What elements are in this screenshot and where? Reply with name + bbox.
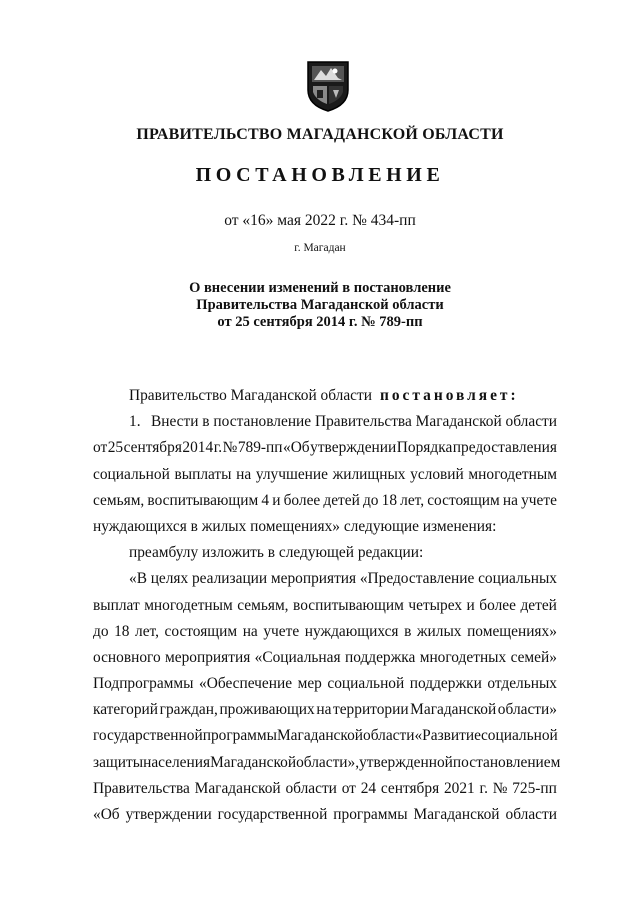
word: Порядка xyxy=(396,439,453,457)
word: поддержки xyxy=(409,675,482,693)
word: мер xyxy=(297,675,322,693)
word: учете xyxy=(521,491,557,509)
quote-line xyxy=(93,593,557,619)
word: государственной xyxy=(93,727,203,745)
word: лет, xyxy=(400,491,425,509)
word: состоящим xyxy=(164,622,238,640)
word: детей xyxy=(520,596,557,614)
word: области xyxy=(505,806,557,823)
word: в xyxy=(404,622,412,640)
word: г. xyxy=(213,439,223,457)
word: 4 xyxy=(261,491,270,509)
word: утверждении xyxy=(125,806,212,823)
word: «Социальная xyxy=(254,648,341,666)
word: Магаданской xyxy=(210,753,297,771)
word: категорий xyxy=(93,701,159,719)
word: нуждающихся xyxy=(304,622,399,640)
word: от xyxy=(341,779,356,797)
word: социальной xyxy=(93,465,170,483)
word: социальной xyxy=(327,675,405,693)
word: семей» xyxy=(510,648,557,666)
word: и xyxy=(466,596,475,614)
word: «Предоставление xyxy=(359,570,475,588)
word: условий xyxy=(410,465,464,483)
word: социальной xyxy=(480,727,558,745)
word: помещениях» xyxy=(467,622,557,640)
word: граждан, xyxy=(159,701,218,719)
word: Подпрограммы xyxy=(93,675,194,693)
word: предоставления xyxy=(452,439,557,457)
word: 789-пп xyxy=(237,439,283,457)
justified-line xyxy=(93,462,557,488)
item-1-text: Внести в постановление Правительства Магаданской области xyxy=(150,413,557,431)
word: семьям, xyxy=(237,596,289,614)
word: реализации xyxy=(191,570,268,588)
word: 725-пп xyxy=(512,779,557,797)
quote-line xyxy=(93,697,557,723)
word: Магаданской xyxy=(194,779,281,797)
subject-line: Правительства Магаданской области xyxy=(196,297,444,313)
word: от xyxy=(93,439,108,457)
word: территории xyxy=(333,701,409,719)
word: до xyxy=(362,491,379,509)
word: утвержденной xyxy=(359,753,453,771)
preamble-quote xyxy=(93,566,561,828)
quote-line xyxy=(93,566,557,592)
word: 24 xyxy=(360,779,377,797)
word: на xyxy=(502,491,518,509)
document-type: ПОСТАНОВЛЕНИЕ xyxy=(195,164,445,186)
word: семьям, xyxy=(93,491,145,509)
word: состоящим xyxy=(427,491,500,509)
word: поддержка xyxy=(344,648,416,666)
subject-line: от 25 сентября 2014 г. № 789-пп xyxy=(217,314,423,330)
word: Магаданской xyxy=(277,727,364,745)
item-number: 1. xyxy=(129,413,141,431)
word: детей xyxy=(323,491,360,509)
word: 25 xyxy=(107,439,124,457)
word: на xyxy=(316,701,332,719)
word: Магаданской xyxy=(410,701,497,719)
word: постановлением xyxy=(452,753,561,771)
justified-line xyxy=(93,435,557,461)
justified-line xyxy=(93,488,557,514)
word: Правительства xyxy=(93,779,190,797)
word: программы xyxy=(333,806,408,823)
word: более xyxy=(479,596,516,614)
word: «Развитие xyxy=(414,727,481,745)
word: воспитывающим xyxy=(293,596,404,614)
preamble-instruction: преамбулу изложить в следующей редакции: xyxy=(129,544,424,562)
word: многодетных xyxy=(419,648,507,666)
word: учете xyxy=(263,622,300,640)
word: государственной xyxy=(217,806,328,823)
word: отдельных xyxy=(487,675,557,693)
word: 18 xyxy=(114,622,130,640)
item-1-text-end: нуждающихся в жилых помещениях» следующие изменения: xyxy=(93,517,497,535)
resolves-word: постановляет: xyxy=(379,387,519,404)
word: области xyxy=(363,727,415,745)
word: 18 xyxy=(381,491,398,509)
word: программы xyxy=(202,727,277,745)
word: № xyxy=(492,779,508,797)
word: до xyxy=(93,622,109,640)
intro-text: Правительство Магаданской области xyxy=(129,387,372,404)
subject-line: О внесении изменений в постановление xyxy=(189,280,451,296)
word: выплат xyxy=(93,596,140,614)
word: утверждении xyxy=(310,439,397,457)
word: на xyxy=(242,622,258,640)
quote-line xyxy=(93,723,557,749)
quote-line xyxy=(93,619,557,645)
word: «Об xyxy=(283,439,310,457)
document-body xyxy=(93,383,561,828)
word: многодетным xyxy=(468,465,557,483)
word: мероприятия xyxy=(270,570,357,588)
word: г. xyxy=(479,779,488,797)
word: области xyxy=(285,779,337,797)
quote-line xyxy=(93,645,557,671)
government-name: ПРАВИТЕЛЬСТВО МАГАДАНСКОЙ ОБЛАСТИ xyxy=(136,126,504,143)
word: воспитывающим xyxy=(147,491,259,509)
word: «Об xyxy=(93,806,120,823)
word: «В xyxy=(129,570,147,588)
intro-line xyxy=(93,383,557,409)
word: области», xyxy=(296,753,360,771)
word: многодетным xyxy=(144,596,233,614)
item-1-last-line xyxy=(93,514,557,540)
word: Магаданской xyxy=(413,806,500,823)
word: мероприятия xyxy=(165,648,251,666)
preamble-instruction-line xyxy=(93,540,557,566)
quote-line xyxy=(93,671,557,697)
word: защиты xyxy=(93,753,144,771)
word: на xyxy=(236,465,252,483)
word: сентября xyxy=(380,779,440,797)
word: целях xyxy=(150,570,189,588)
word: сентября xyxy=(123,439,182,457)
word: основного xyxy=(93,648,161,666)
magadan-region-coat-of-arms-icon xyxy=(305,60,351,112)
word: и xyxy=(272,491,281,509)
word: 2014 xyxy=(182,439,214,457)
word: № xyxy=(222,439,238,457)
word: улучшение xyxy=(255,465,328,483)
document-subject xyxy=(0,280,640,331)
quote-line xyxy=(93,802,557,828)
word: более xyxy=(283,491,321,509)
word: четырех xyxy=(408,596,463,614)
word: населения xyxy=(143,753,211,771)
word: области» xyxy=(497,701,557,719)
word: жилищных xyxy=(332,465,406,483)
word: 2021 xyxy=(443,779,475,797)
item-1-first-line xyxy=(93,409,557,435)
city: г. Магадан xyxy=(294,242,346,254)
word: выплаты xyxy=(174,465,232,483)
word: лет, xyxy=(135,622,159,640)
word: «Обеспечение xyxy=(199,675,293,693)
document-date-number: от «16» мая 2022 г. № 434-пп xyxy=(224,212,416,229)
quote-line xyxy=(93,776,557,802)
quote-line xyxy=(93,750,561,776)
word: жилых xyxy=(416,622,462,640)
word: социальных xyxy=(478,570,557,588)
word: проживающих xyxy=(219,701,315,719)
